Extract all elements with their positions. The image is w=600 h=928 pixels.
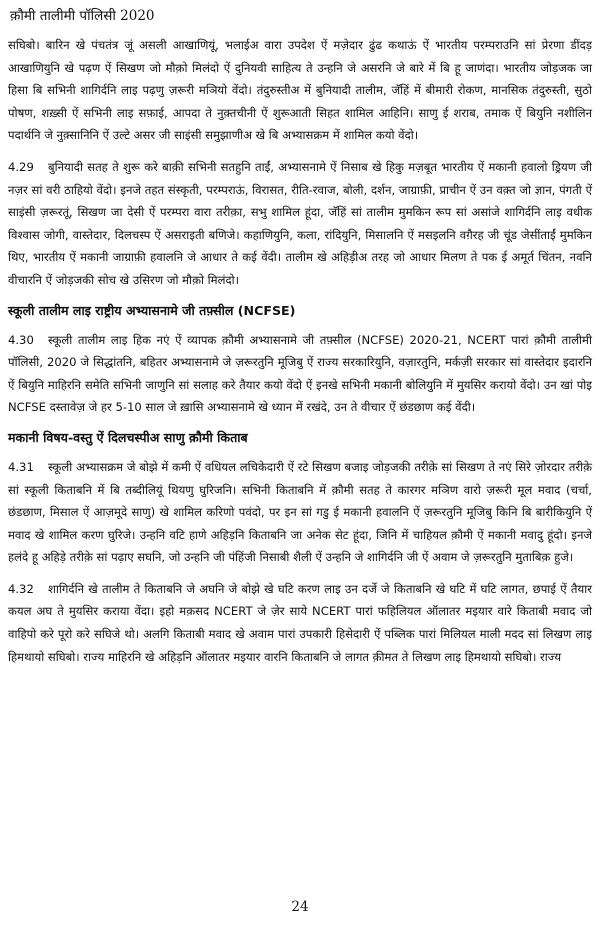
running-header: क़ौमी तालीमी पॉलिसी 2020 [10, 8, 155, 24]
section-heading-ncfse: स्कूली तालीम लाइ राष्ट्रीय अभ्यासनामे जी तफ़्सील (NCFSE) [8, 302, 296, 318]
paragraph-4-29 [8, 156, 592, 292]
paragraph-4-31 [8, 456, 592, 569]
paragraph-4-32 [8, 578, 592, 668]
paragraph-number: 4.32 [8, 581, 34, 596]
paragraph-text: स्कूली अभ्यासक्रम जे बोझे में कमी ऐं वधियल लचिकेदारी ऐं रटे सिखण बजाइ जोड़जकी तरीक़े सां सिखण ते नएं सिरे ज़ोरदार तरीक़े सां स्कूली किताबनि में बि तब्दीलियूं थियणु घुरिजनि। सभिनी किताबनि में क़ौमी सतह ते कारगर मञिण वारो ज़रूरी मूल मवाद (चर्चा, छंडछाण, मिसाल ऐं आज़मूदे साणु) खे शामिल करिणो पवंदो, पर इन सां गडु ई मकानी हवालनि ऐं ज़रूरतुनि मूजिबु किनि बि बारीकियुनि ऐं मवाद खे शामिल करण घुरिजे। उन्हनि वटि हाणे अहिड़नि किताबनि जा अनेक सेट हूंदा, जिनि में चाहियल क़ौमी ऐं मकानी मवादु हूंदो। इनजे हलंदे हू अहिड़े तरीक़े सां पढ़ाए सघनि, जो उन्हनि जी पंहिंजी निसाबी शैली ऐं उन्हनि जे शागिर्दनि जी ऐं अवाम जे ज़रूरतुनि मुताबिक़ हुजे। [8, 459, 592, 565]
paragraph-number: 4.29 [8, 159, 34, 174]
page-number: 24 [291, 899, 309, 915]
paragraph-4-30 [8, 329, 592, 419]
document-page [8, 6, 592, 677]
paragraph-number: 4.30 [8, 332, 34, 347]
paragraph-text: बुनियादी सतह ते शुरू करे बाक़ी सभिनी सतहुनि ताईं, अभ्यासनामे ऐं निसाब खे हिकु मज़बूत भारतीय ऐं मकानी हवालो ड्रियण जी नज़र सां वरी ठाहियो वेंदो। इनजे तहत संस्कृती, परम्पराऊं, विरासत, रीति-रवाज, बोली, दर्शन, जाग्राफ़ी, प्राचीन ऐं उन वक़्त जो ज्ञान, पंगती ऐं साइंसी ज़रूरतूं, सिखण जा देसी ऐं परम्परा वारा तरीक़ा, सभु शामिल हूंदा, जॅहिं सां तालीम मुमकिन रूप सां असांजे शागिर्दनि लाइ वधीक विश्वास जोगी, वास्तेदार, दिलचस्प ऐं असराइती बणिजे। कहाणियुनि, कला, रांदियुनि, मिसालनि ऐं मसइलनि वग़ैरह जी चूंड जेसींताईं मुमकिन थिए, भारतीय ऐं मकानी जाग्राफ़ी हवालनि जे आधार ते कई वेंदी। तालीम खे अहिड़ीअ तरह जो आधार मिलण ते पक ई अमूर्त चिंतन, नवनि वीचारनि ऐं जोड़जकी सोच खे उसिरण जो मौक़ो मिलंदो। [8, 159, 592, 287]
paragraph-text: शागिर्दनि खे तालीम ते किताबनि जे अघनि जे बोझे खे घटि करण लाइ उन दर्जे जे किताबनि खे घटि में घटि लागत, छपाई ऐं तैयार कयल अघ ते मुयसिर कराया वेंदा। इहो मक़सद NCERT जे ज़ेर साये NCERT पारां फहिलियल ऑलातर मइयार वारे किताबी मवाद जो वाहिपो करे पूरो करे सघिजे थो। अलगि किताबी मवाद खे अवाम पारां उपकारी हिसेदारी ऐं पब्लिक पारां मिलियल माली मदद सां लिखण लाइ हिमथायो सघिबो। राज्य माहिरनि खे अहिड़नि ऑलातर मइयार वारनि किताबनि जे लागत क़ीमत ते लिखण लाइ हिमथायो सघिबो। राज्य [8, 581, 592, 664]
section-heading-textbooks: मकानी विषय-वस्तु ऐं दिलचस्पीअ साणु क़ौमी किताब [8, 429, 248, 445]
paragraph-number: 4.31 [8, 459, 34, 474]
paragraph-text: स्कूली तालीम लाइ हिक नएं ऐं व्यापक क़ौमी अभ्यासनामे जी तफ़्सील (NCFSE) 2020-21, NCERT पारां क़ौमी तालीमी पॉलिसी, 2020 जे सिद्धांतनि, बहितर अभ्यासनामे जे ज़रूरतुनि मूजिबु ऐं राज्य सरकारियुनि, वज़ारतुनि, मर्कज़ी सरकार सां वास्तेदार इदारनि ऐं बियुनि माहिरनि समेति सभिनी जाणुनि सां सलाह करे तैयार कयो वेंदो ऐं इनखे सभिनी मकानी बोलियुनि में मुयसिर करायो वेंदो। उन खां पोइ NCFSE दस्तावेज़ जे हर 5-10 साल जे ख़ासि अभ्यासनामे खे ध्यान में रखंदे, उन ते वीचार ऐं छंडछाण कई वेंदी। [8, 332, 592, 415]
paragraph-text: सघिबो। बारिन खे पंचतंत्र जूं असली आखाणियूं, भलाईअ वारा उपदेश ऐं मज़ेदार ढुंढ कथाऊं ऐं भारतीय परम्पराउनि सां प्रेरणा डींदड़ आखाणियुनि खे पढ़ण ऐं सिखण जो मौक़ो मिलंदो ऐं दुनियवी साहित्य ते उन्हनि जे असरनि जे बारे में बि हू जाणंदा। भारतीय जोड़जक जा हिसा बि सभिनी शागिर्दनि लाइ पढ़णु ज़रूरी मञियो वेंदो। तंदुरुस्तीअ में बुनियादी तालीम, जॅहिं में बीमारी रोकण, मानसिक तंदुरुस्ती, सुठो पोषण, शख़्सी ऐं सभिनी लाइ सफ़ाई, आपदा ते नुक़्तचीनी ऐं शुरूआती सिहत शामिल आहिनि। साणु ई शराब, तमाक ऐं बियुनि नशीलिन पदार्थनि जे नुक़्सानिनि ऐं उल्टे असर जी साइंसी समुझाणीअ खे बि अभ्यासक्रम में शामिल कयो वेंदो। [8, 38, 593, 143]
paragraph-continued [8, 34, 592, 147]
